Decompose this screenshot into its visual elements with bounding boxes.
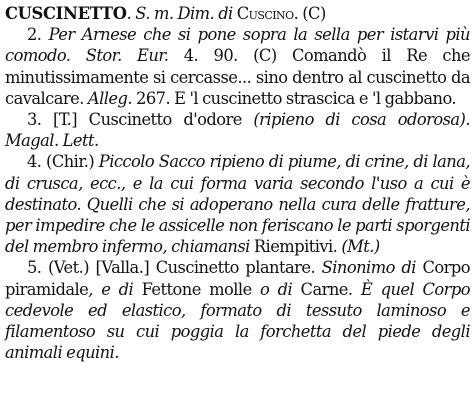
sense-4-tag: (Chir.) xyxy=(41,152,99,172)
sense-4-number: 4. xyxy=(27,152,42,172)
sense-5-synonym-join: , e di xyxy=(88,279,142,299)
sense-2 xyxy=(5,24,470,109)
sense-5-synonym-3: Carne xyxy=(300,279,348,299)
sense-5-tag: (Vet.) [Valla.] xyxy=(41,258,156,278)
sense-3-term: Cuscinetto d'odore xyxy=(88,110,242,130)
root-source: . (C) xyxy=(293,4,326,23)
sense-5-synonym-1: Corpo piramidale xyxy=(5,258,470,299)
sense-5-number: 5. xyxy=(27,258,42,278)
sense-2-citation-2-ref: 267. xyxy=(132,88,175,108)
sense-5-definition: È quel Corpo cedevole ed elastico, formato di tessuto laminoso e filamentoso su cui poggia la forchetta del piede degli animali equini. xyxy=(5,279,470,363)
sense-2-citation-2: Alleg. xyxy=(83,88,132,108)
sense-2-citation-1: Stor. Eur. xyxy=(70,46,169,66)
headword: CUSCINETTO xyxy=(5,4,127,23)
sense-3-citation: Magal. Lett. xyxy=(5,131,99,151)
sense-5-term: Cuscinetto plantare. xyxy=(155,258,316,278)
sense-5-synonym-label: Sinonimo di xyxy=(315,258,423,278)
sense-2-quote-1: Comandò il Re che minutissimamente si cercasse... sino dentro al cuscinetto da cavalcare. xyxy=(5,46,470,108)
grammar-info: . S. m. Dim. di xyxy=(126,4,237,23)
sense-5-synonym-or: o xyxy=(251,279,278,299)
sense-4-definition: Piccolo Sacco ripieno di piume, di crine, di lana, di crusca, ecc., e la cui forma varia secondo l'uso a cui è destinato. Quelli che si adoperano nella cura delle fratture, per impedire che le assicelle non feriscano le parti sporgenti del membro infermo, chiamansi xyxy=(5,152,470,257)
sense-2-number: 2. xyxy=(27,25,42,45)
sense-2-citation-1-ref: 4. 90. (C) xyxy=(168,46,292,66)
sense-4 xyxy=(5,151,470,257)
entry-heading xyxy=(5,3,470,24)
sense-4-term: Riempitivi. xyxy=(249,237,338,257)
sense-3-number: 3. xyxy=(27,110,42,130)
sense-3-gloss: (ripieno di cosa odorosa). xyxy=(241,110,470,130)
sense-3-tag: [T.] xyxy=(41,110,89,130)
sense-5-synonym-end: . xyxy=(347,279,353,299)
sense-5 xyxy=(5,257,470,363)
sense-4-citation: (Mt.) xyxy=(337,237,380,257)
sense-3 xyxy=(5,109,470,151)
sense-5-synonym-2: Fettone molle xyxy=(141,279,252,299)
sense-2-quote-2: E 'l cuscinetto strascica e 'l gabbano. xyxy=(174,88,457,108)
sense-5-synonym-di: di xyxy=(277,279,301,299)
root-word: Cuscino xyxy=(236,4,294,23)
sense-2-definition: Per Arnese che si pone sopra la sella per istarvi più comodo. xyxy=(5,25,470,66)
